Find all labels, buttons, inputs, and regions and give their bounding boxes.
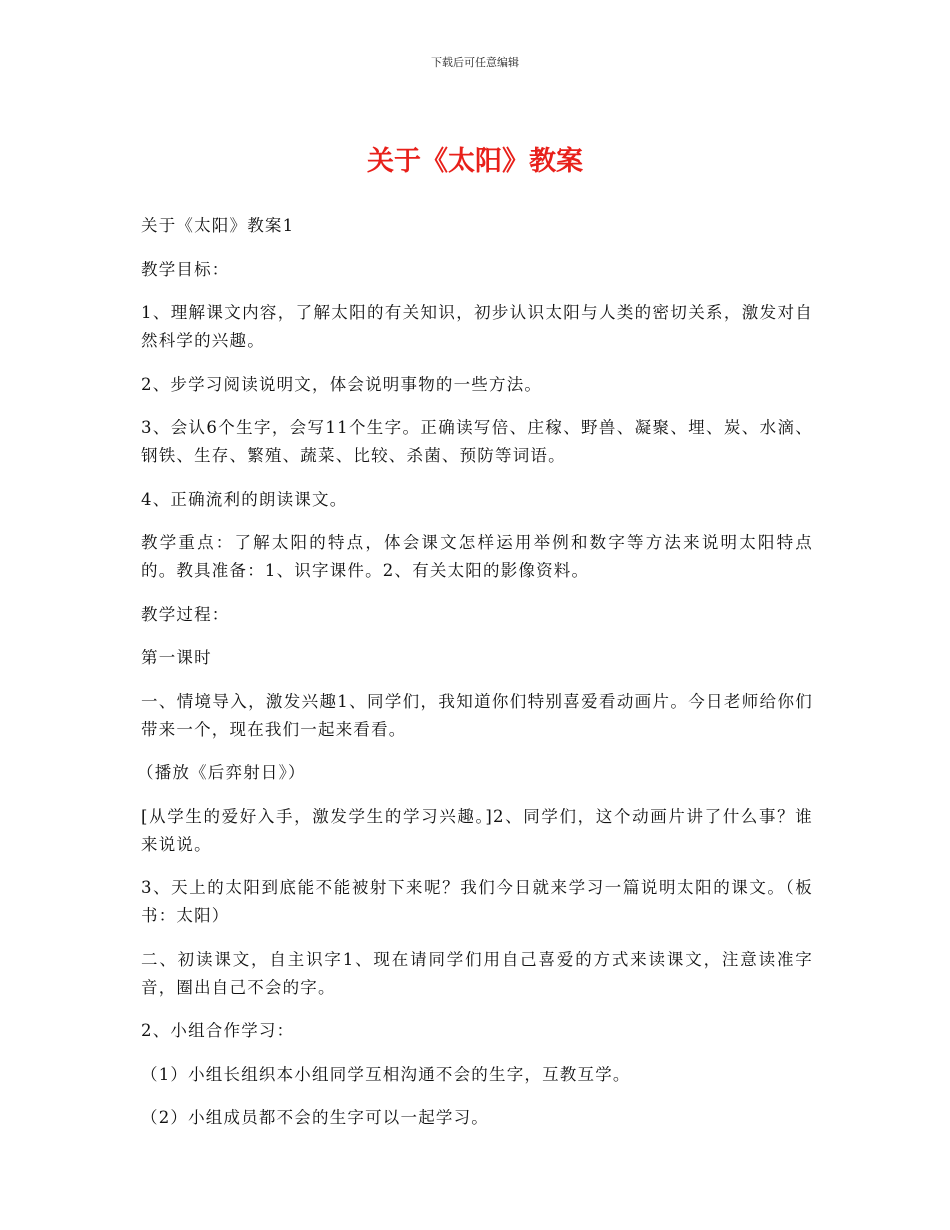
paragraph-objectives-heading: 教学目标： (141, 259, 230, 279)
paragraph-group-step-1: （1）小组长组织本小组同学互相沟通不会的生字，互教互学。 (141, 1064, 631, 1084)
paragraph-question: 3、天上的太阳到底能不能被射下来呢？我们今日就来学习一篇说明太阳的课文。（板书：太阳） (141, 878, 813, 925)
paragraph-objective-3: 3、会认6个生字，会写11个生字。正确读写倍、庄稼、野兽、凝聚、埋、炭、水滴、钢铁、生存、繁殖、蔬菜、比较、杀菌、预防等词语。 (141, 418, 813, 465)
paragraph-first-reading: 二、初读课文，自主识字1、现在请同学们用自己喜爱的方式来读课文，注意读准字音，圈出自己不会的字。 (141, 949, 813, 997)
paragraph-lesson-heading: 关于《太阳》教案1 (141, 216, 295, 235)
header-note: 下载后可任意编辑 (431, 56, 519, 69)
document-title: 关于《太阳》教案 (367, 146, 583, 177)
paragraph-process-heading: 教学过程： (141, 604, 230, 624)
paragraph-interest: [从学生的爱好入手，激发学生的学习兴趣。]2、同学们，这个动画片讲了什么事？谁来说说。 (141, 806, 813, 854)
paragraph-key-points: 教学重点：了解太阳的特点，体会课文怎样运用举例和数字等方法来说明太阳特点的。教具准备：1、识字课件。2、有关太阳的影像资料。 (141, 533, 813, 580)
paragraph-play-video: （播放《后弈射日》） (137, 763, 306, 782)
paragraph-group-study: 2、小组合作学习： (141, 1021, 295, 1040)
document-body (137, 212, 813, 1148)
paragraph-objective-2: 2、步学习阅读说明文，体会说明事物的一些方法。 (141, 374, 543, 394)
paragraph-group-step-2: （2）小组成员都不会的生字可以一起学习。 (141, 1108, 489, 1127)
paragraph-objective-4: 4、正确流利的朗读课文。 (141, 489, 348, 509)
paragraph-intro: 一、情境导入，激发兴趣1、同学们，我知道你们特别喜爱看动画片。今日老师给你们带来一个，现在我们一起来看看。 (141, 691, 813, 739)
paragraph-first-lesson: 第一课时 (141, 648, 212, 667)
paragraph-objective-1: 1、理解课文内容，了解太阳的有关知识，初步认识太阳与人类的密切关系，激发对自然科学的兴趣。 (141, 303, 813, 350)
